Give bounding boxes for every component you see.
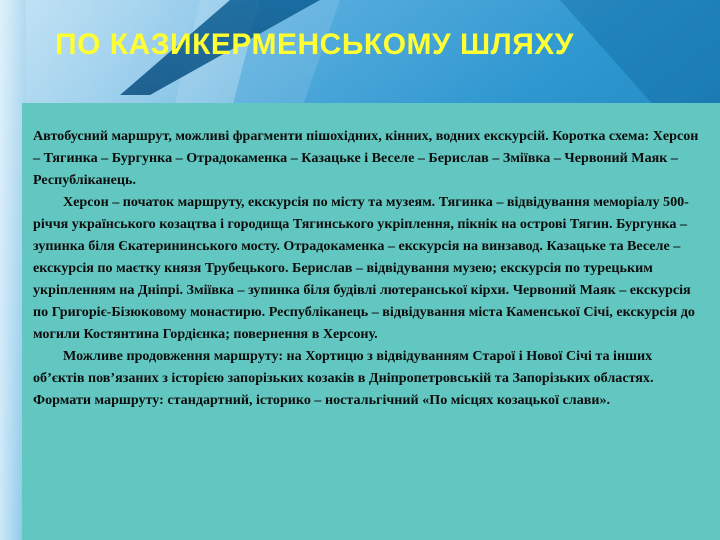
paragraph-overview: Автобусний маршрут, можливі фрагменти пішохідних, кінних, водних екскурсій. Коротка схема: Херсон – Тягинка – Бургунка – Отрадокаменка – Казацьке і Веселе – Берислав – Зміївка – Червоний Маяк – Республіканець. — [33, 128, 699, 188]
paragraph-extension: Можливе продовження маршруту: на Хортицю з відвідуванням Старої і Нової Січі та інших об’єктів пов’язаних з історією запорізьких козаків в Дніпропетровській та Запорізьких областях. Формати маршруту: стандартний, історико – ностальгічний «По місцях козацької слави». — [33, 348, 654, 408]
slide-title: ПО КАЗИКЕРМЕНСЬКОМУ ШЛЯХУ — [55, 28, 574, 61]
slide-body — [33, 125, 703, 411]
paragraph-route-details: Херсон – початок маршруту, екскурсія по місту та музеям. Тягинка – відвідування меморіалу 500-річчя українського козацтва і городища Тягинського укріплення, пікнік на острові Тягин. Бургунка – зупинка біля Єкатерининського мосту. Отрадокаменка – екскурсія на винзавод. Казацьке та Веселе – екскурсія по маєтку князя Трубецького. Берислав – відвідування музею; екскурсія по турецьким укріпленням на Дніпрі. Зміївка – зупинка біля будівлі лютеранської кірхи. Червоний Маяк – екскурсія по Григоріє-Бізюковому монастирю. Республіканець – відвідування міста Каменської Січі, екскурсія до могили Костянтина Гордієнка; повернення в Херсону. — [33, 194, 695, 342]
